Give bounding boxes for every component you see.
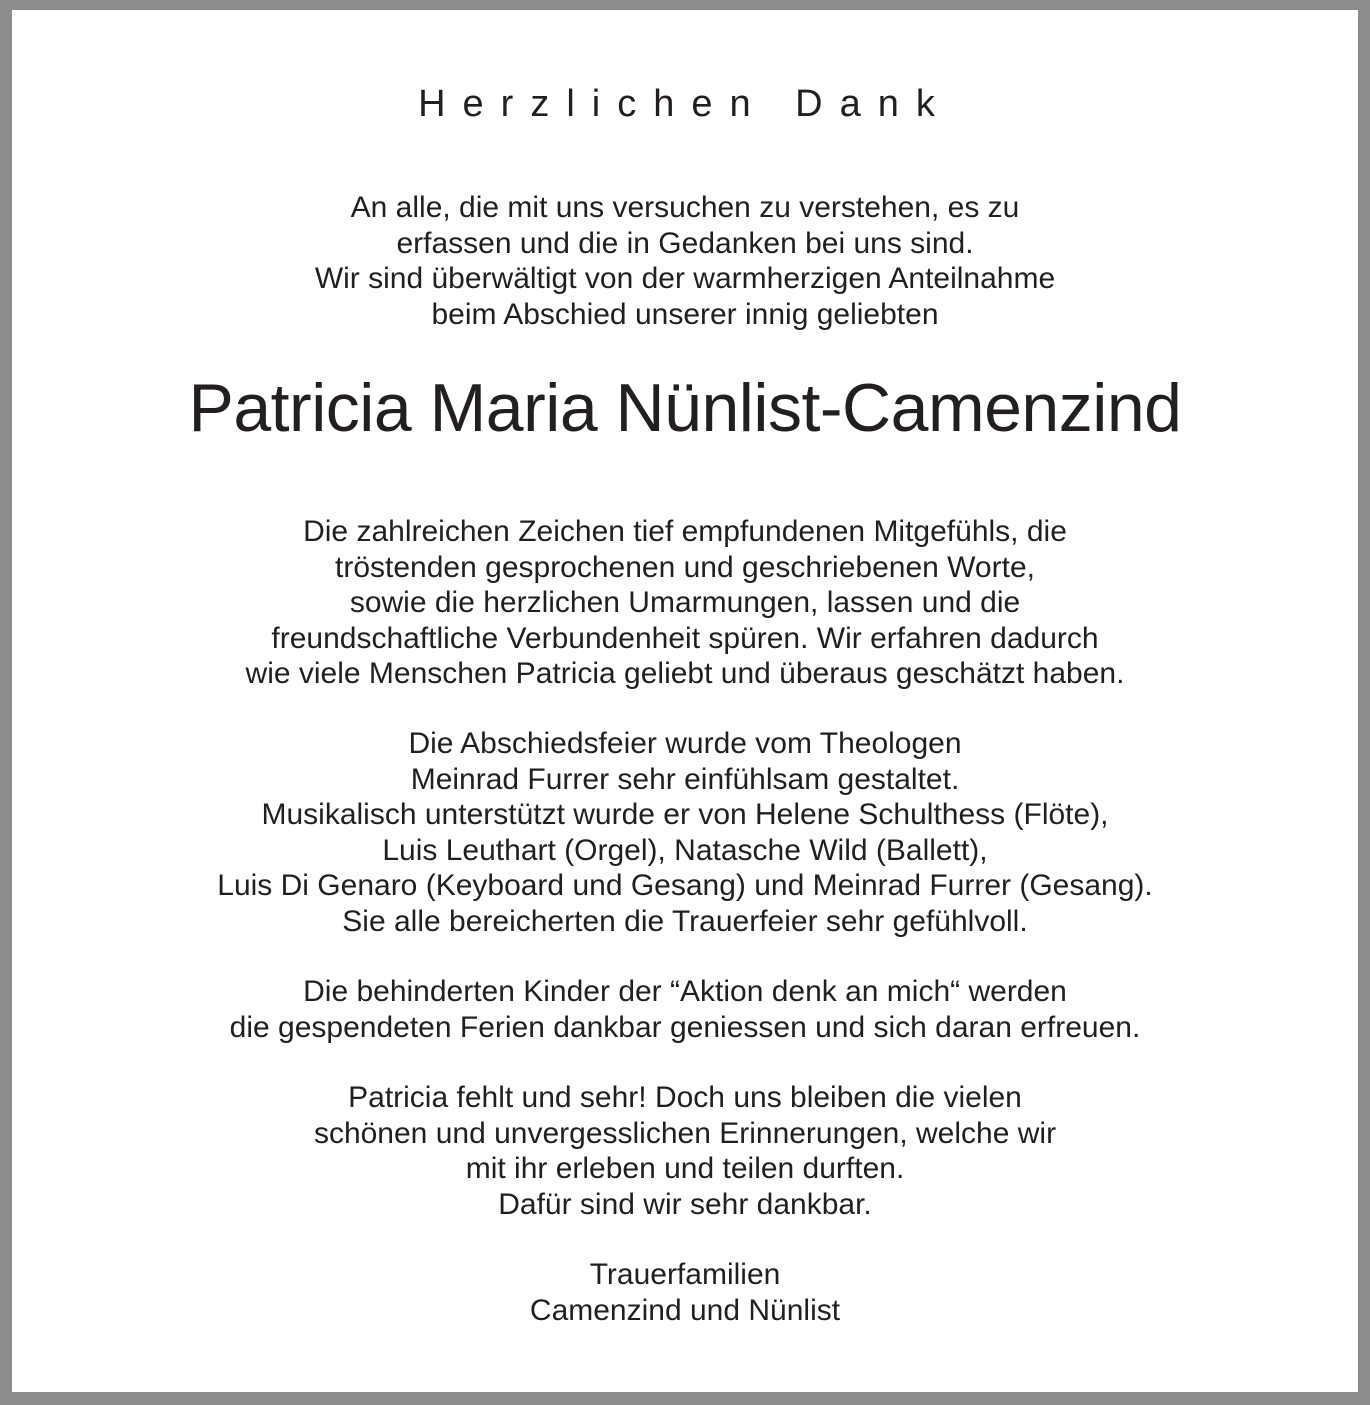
paragraph-line: Dafür sind wir sehr dankbar. <box>498 1188 872 1221</box>
intro-line: erfassen und die in Gedanken bei uns sind. <box>396 227 974 260</box>
paragraph-line: sowie die herzlichen Umarmungen, lassen und die <box>349 586 1021 619</box>
paragraph-line: Die zahlreichen Zeichen tief empfundenen Mitgefühls, die <box>303 515 1067 548</box>
paragraph-line: wie viele Menschen Patricia geliebt und überaus geschätzt haben. <box>245 657 1125 690</box>
paragraph-line: Luis Leuthart (Orgel), Natasche Wild (Ballett), <box>382 834 988 867</box>
intro-line: Wir sind überwältigt von der warmherzigen Anteilnahme <box>314 262 1056 295</box>
signature-line: Camenzind und Nünlist <box>529 1294 841 1327</box>
intro-line: An alle, die mit uns versuchen zu verstehen, es zu <box>350 191 1020 224</box>
paragraph-line: die gespendeten Ferien dankbar geniessen und sich daran erfreuen. <box>229 1011 1141 1044</box>
paragraph-line: schönen und unvergesslichen Erinnerungen, welche wir <box>313 1117 1057 1150</box>
paragraph-line: Patricia fehlt und sehr! Doch uns bleiben die vielen <box>348 1081 1022 1114</box>
paragraph-line: mit ihr erleben und teilen durften. <box>465 1152 905 1185</box>
deceased-name: Patricia Maria Nünlist-Camenzind <box>188 370 1182 446</box>
paragraph-line: Meinrad Furrer sehr einfühlsam gestaltet. <box>410 763 960 796</box>
paragraph-line: Sie alle bereicherten die Trauerfeier sehr gefühlvoll. <box>342 905 1028 938</box>
paragraph-line: Die Abschiedsfeier wurde vom Theologen <box>408 727 962 760</box>
paragraph-line: Musikalisch unterstützt wurde er von Helene Schulthess (Flöte), <box>261 798 1109 831</box>
signature-line: Trauerfamilien <box>589 1258 781 1291</box>
paragraph-line: tröstenden gesprochenen und geschriebenen Worte, <box>335 551 1035 584</box>
paragraph-line: freundschaftliche Verbundenheit spüren. Wir erfahren dadurch <box>271 622 1099 655</box>
obituary-card <box>12 10 1358 1392</box>
paragraph-line: Die behinderten Kinder der “Aktion denk an mich“ werden <box>303 975 1067 1008</box>
heading: Herzlichen Dank <box>418 83 952 125</box>
intro-line: beim Abschied unserer innig geliebten <box>431 298 939 331</box>
paragraph-line: Luis Di Genaro (Keyboard und Gesang) und Meinrad Furrer (Gesang). <box>217 869 1153 902</box>
